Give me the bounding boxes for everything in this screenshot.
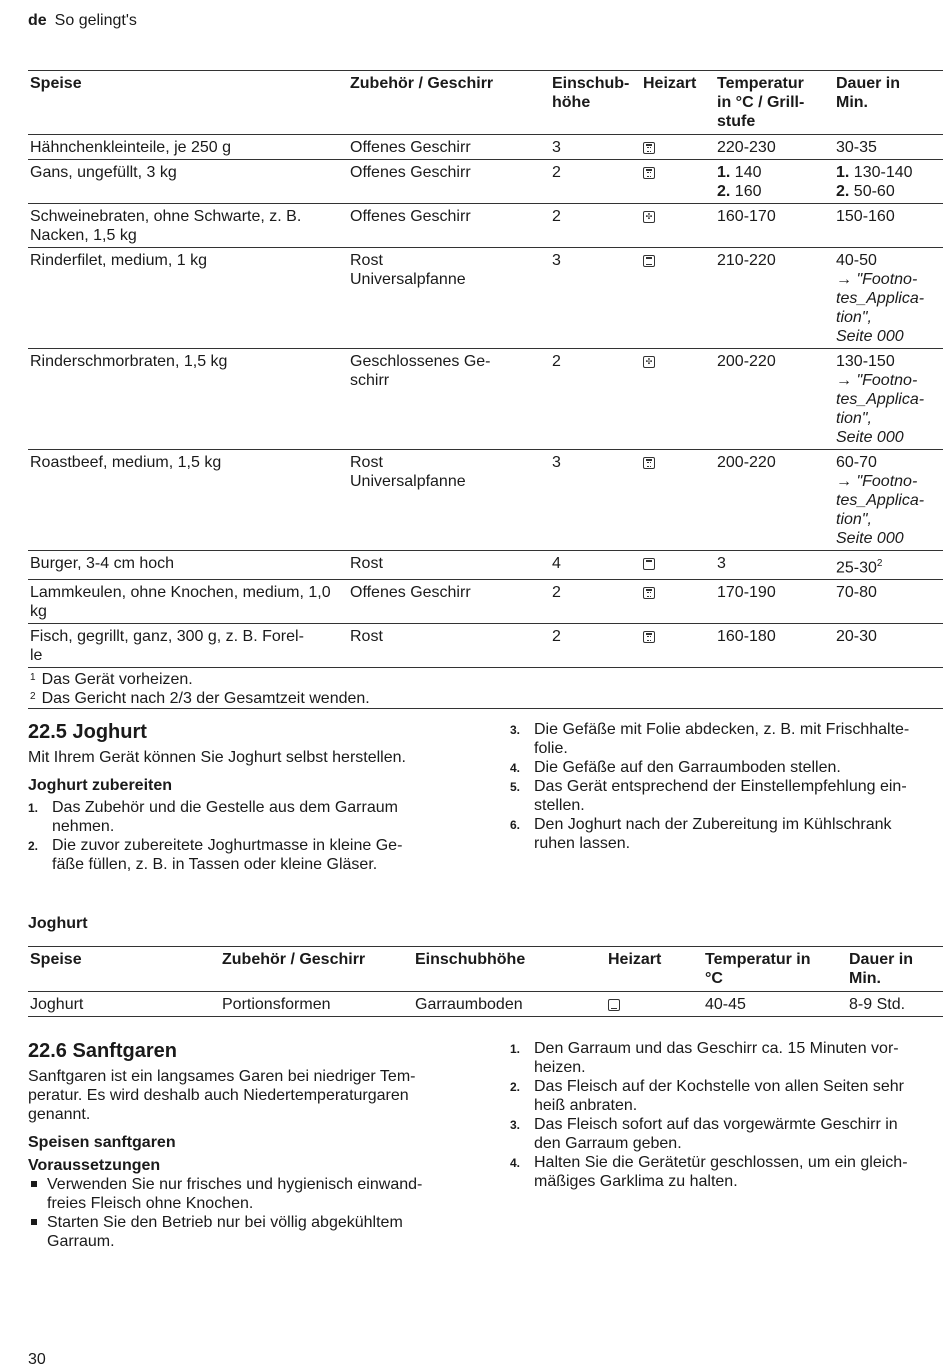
cell-dauer: 8-9 Std. (847, 992, 943, 1017)
page-header (28, 11, 137, 30)
bullet-list (28, 1175, 468, 1251)
step-text: Die Gefäße mit Folie abdecken, z. B. mit Frischhalte- folie. (534, 721, 910, 757)
list-item (28, 836, 458, 874)
col-header: Heizart (606, 947, 703, 992)
cell-hoehe: 2 (550, 624, 641, 668)
cell-dauer (834, 450, 943, 551)
cell-zubehoer: Portionsformen (220, 992, 413, 1017)
step-text: Die Gefäße auf den Garraumboden stellen. (534, 759, 841, 776)
temp-value: 160 (730, 183, 762, 200)
grill-icon (643, 587, 655, 599)
cell-zubehoer: Rost Universalpfanne (348, 450, 550, 551)
step-text: Den Garraum und das Geschirr ca. 15 Minuten vor- heizen. (534, 1040, 899, 1076)
fan-icon (643, 211, 655, 223)
footnote (30, 670, 941, 689)
step-text: Das Gerät entsprechend der Einstellempfehlung ein- stellen. (534, 778, 907, 814)
section-heading: 22.6 Sanftgaren (28, 1040, 177, 1062)
cell-temp: 200-220 (715, 450, 834, 551)
step-list (510, 1039, 945, 1191)
footnote-link[interactable]: → "Footno- tes_Applica- tion", Seite 000 (836, 473, 925, 547)
footnote-text: Das Gericht nach 2/3 der Gesamtzeit wenden. (41, 690, 370, 708)
step-number: 1. (717, 164, 731, 181)
cell-temp: 160-180 (715, 624, 834, 668)
cell-speise: Rinderfilet, medium, 1 kg (28, 248, 348, 349)
cell-dauer: 20-30 (834, 624, 943, 668)
dauer-value: 60-70 (836, 454, 877, 471)
list-item (510, 815, 945, 853)
table-row (28, 160, 943, 204)
grill-icon (643, 142, 655, 154)
footnotes-row (28, 668, 943, 709)
cell-speise: Joghurt (28, 992, 220, 1017)
cell-heizart (641, 624, 715, 668)
footnote-number: 1 (30, 672, 36, 684)
cell-temp: 160-170 (715, 204, 834, 248)
cell-zubehoer: Offenes Geschirr (348, 580, 550, 624)
table-row (28, 580, 943, 624)
cell-temp: 170-190 (715, 580, 834, 624)
cell-speise: Lammkeulen, ohne Knochen, medium, 1,0 kg (28, 580, 348, 624)
footnote-link[interactable]: → "Footno- tes_Applica- tion", Seite 000 (836, 372, 925, 446)
cell-hoehe: Garraumboden (413, 992, 606, 1017)
header-title: So gelingt's (54, 12, 137, 29)
footnote-number: 2 (30, 691, 36, 703)
cell-speise: Roastbeef, medium, 1,5 kg (28, 450, 348, 551)
footnote-text: Das Gerät vorheizen. (41, 671, 193, 689)
step-number: 2. (717, 183, 731, 200)
list-item (28, 798, 458, 836)
table-row (28, 248, 943, 349)
table-row (28, 204, 943, 248)
list-item (510, 1115, 945, 1153)
joghurt-section-left (28, 720, 458, 874)
dauer-value: 25-30 (836, 559, 877, 577)
list-item (510, 758, 945, 777)
subheading: Speisen sanftgaren (28, 1134, 176, 1151)
joghurt-table (28, 946, 943, 1017)
cell-hoehe: 2 (550, 204, 641, 248)
language-code: de (28, 12, 47, 29)
cell-dauer: 150-160 (834, 204, 943, 248)
cell-dauer (834, 349, 943, 450)
page-number: 30 (28, 1351, 46, 1368)
cell-dauer (834, 160, 943, 204)
cell-zubehoer: Geschlossenes Ge- schirr (348, 349, 550, 450)
step-number: 1. (28, 801, 39, 815)
cell-dauer: 30-35 (834, 135, 943, 160)
table-row (28, 992, 943, 1017)
footnote-link[interactable]: → "Footno- tes_Applica- tion", Seite 000 (836, 271, 925, 345)
step-number: 2. (510, 1080, 521, 1094)
col-header: Speise (28, 71, 348, 135)
cell-heizart (641, 160, 715, 204)
cell-speise: Hähnchenkleinteile, je 250 g (28, 135, 348, 160)
grill-icon (643, 167, 655, 179)
cell-temp: 40-45 (703, 992, 847, 1017)
bottom-heat-icon (608, 999, 620, 1011)
step-text: Die zuvor zubereitete Joghurtmasse in kleine Ge- fäße füllen, z. B. in Tassen oder kleine Gläser. (52, 837, 403, 873)
cell-zubehoer: Offenes Geschirr (348, 204, 550, 248)
dauer-value: 40-50 (836, 252, 877, 269)
dauer-value: 130-150 (836, 353, 895, 370)
cell-hoehe: 3 (550, 450, 641, 551)
table-row (28, 624, 943, 668)
temp-value: 140 (730, 164, 762, 181)
cell-heizart (641, 580, 715, 624)
cell-hoehe: 2 (550, 580, 641, 624)
cell-temp: 3 (715, 551, 834, 580)
step-number: 1. (836, 164, 850, 181)
cell-zubehoer: Rost (348, 624, 550, 668)
step-list (510, 720, 945, 853)
list-item (510, 1077, 945, 1115)
col-header: Einschubhöhe (413, 947, 606, 992)
cell-temp (715, 160, 834, 204)
col-header: Temperatur in °C (703, 947, 847, 992)
step-number: 3. (510, 723, 521, 737)
cell-dauer (834, 551, 943, 580)
step-text: Den Joghurt nach der Zubereitung im Kühlschrank ruhen lassen. (534, 816, 892, 852)
top-bottom-heat-icon (643, 255, 655, 267)
fan-icon (643, 356, 655, 368)
col-header: Dauer in Min. (834, 71, 943, 135)
col-header: Speise (28, 947, 220, 992)
cell-heizart (641, 349, 715, 450)
top-heat-icon (643, 558, 655, 570)
joghurt-section-right (510, 720, 945, 853)
sanftgaren-section-right (510, 1039, 945, 1191)
subheading: Joghurt zubereiten (28, 777, 173, 794)
step-number: 6. (510, 818, 521, 832)
cell-hoehe: 3 (550, 248, 641, 349)
step-number: 2. (28, 839, 39, 853)
cell-hoehe: 2 (550, 349, 641, 450)
cell-heizart (641, 135, 715, 160)
list-item (510, 1153, 945, 1191)
step-number: 5. (510, 780, 521, 794)
cooking-table (28, 70, 943, 709)
col-header: Heizart (641, 71, 715, 135)
cell-hoehe: 3 (550, 135, 641, 160)
cell-speise: Burger, 3-4 cm hoch (28, 551, 348, 580)
list-item (510, 720, 945, 758)
step-text: Das Zubehör und die Gestelle aus dem Garraum nehmen. (52, 799, 398, 835)
col-header: Zubehör / Geschirr (348, 71, 550, 135)
footnote (30, 689, 941, 708)
cell-heizart (606, 992, 703, 1017)
sanftgaren-section-left (28, 1039, 468, 1251)
cell-hoehe: 4 (550, 551, 641, 580)
step-text: Das Fleisch sofort auf das vorgewärmte Geschirr in den Garraum geben. (534, 1116, 898, 1152)
list-item: Starten Sie den Betrieb nur bei völlig abgekühltem Garraum. (28, 1213, 468, 1251)
cell-speise: Rinderschmorbraten, 1,5 kg (28, 349, 348, 450)
cell-hoehe: 2 (550, 160, 641, 204)
step-number: 1. (510, 1042, 521, 1056)
table-row (28, 551, 943, 580)
cell-heizart (641, 204, 715, 248)
step-number: 4. (510, 1156, 521, 1170)
subsubheading: Voraussetzungen (28, 1157, 161, 1174)
dauer-value: 50-60 (849, 183, 895, 200)
cell-zubehoer: Rost (348, 551, 550, 580)
list-item: Verwenden Sie nur frisches und hygienisch einwand- freies Fleisch ohne Knochen. (28, 1175, 468, 1213)
cell-heizart (641, 551, 715, 580)
step-number: 2. (836, 183, 850, 200)
table-row (28, 349, 943, 450)
table-row (28, 135, 943, 160)
col-header: Zubehör / Geschirr (220, 947, 413, 992)
section-intro: Sanftgaren ist ein langsames Garen bei niedriger Tem- peratur. Es wird deshalb auch Niedertemperaturgaren genannt. (28, 1068, 416, 1123)
table-header-row (28, 71, 943, 135)
step-text: Halten Sie die Gerätetür geschlossen, um ein gleich- mäßiges Garklima zu halten. (534, 1154, 908, 1190)
dauer-value: 130-140 (849, 164, 913, 181)
cell-temp: 200-220 (715, 349, 834, 450)
cell-zubehoer: Offenes Geschirr (348, 160, 550, 204)
cell-heizart (641, 450, 715, 551)
section-intro: Mit Ihrem Gerät können Sie Joghurt selbst herstellen. (28, 749, 406, 766)
col-header: Dauer in Min. (847, 947, 943, 992)
footnote-marker: 2 (876, 558, 883, 569)
cell-speise: Gans, ungefüllt, 3 kg (28, 160, 348, 204)
cell-speise: Schweinebraten, ohne Schwarte, z. B. Nacken, 1,5 kg (28, 204, 348, 248)
list-item (510, 777, 945, 815)
step-text: Das Fleisch auf der Kochstelle von allen Seiten sehr heiß anbraten. (534, 1078, 904, 1114)
cell-temp: 210-220 (715, 248, 834, 349)
col-header: Temperatur in °C / Grill- stufe (715, 71, 834, 135)
cell-temp: 220-230 (715, 135, 834, 160)
cell-dauer: 70-80 (834, 580, 943, 624)
table-header-row (28, 947, 943, 992)
step-number: 4. (510, 761, 521, 775)
grill-icon (643, 457, 655, 469)
table-row (28, 450, 943, 551)
step-number: 3. (510, 1118, 521, 1132)
col-header: Einschub- höhe (550, 71, 641, 135)
cell-dauer (834, 248, 943, 349)
grill-icon (643, 631, 655, 643)
section-heading: 22.5 Joghurt (28, 721, 147, 743)
step-list (28, 798, 458, 874)
table-title: Joghurt (28, 915, 88, 932)
cell-zubehoer: Rost Universalpfanne (348, 248, 550, 349)
list-item (510, 1039, 945, 1077)
cell-heizart (641, 248, 715, 349)
cell-zubehoer: Offenes Geschirr (348, 135, 550, 160)
cell-speise: Fisch, gegrillt, ganz, 300 g, z. B. Forel- le (28, 624, 348, 668)
